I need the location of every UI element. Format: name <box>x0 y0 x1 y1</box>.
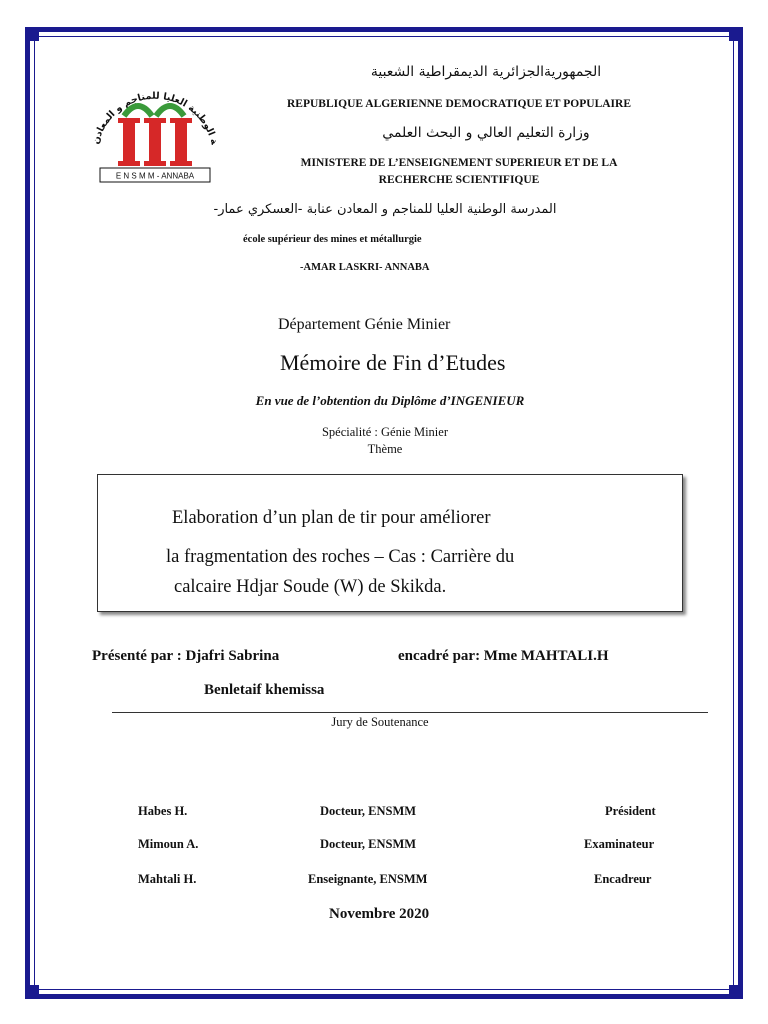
school-name: -AMAR LASKRI- ANNABA <box>300 262 430 273</box>
jury-name-1: Habes H. <box>138 804 188 818</box>
presented-by: Présenté par : Djafri Sabrina <box>92 648 280 664</box>
logo-caption: E N S M M - ANNABA <box>115 171 195 181</box>
arabic-republic: الجمهوريةالجزائرية الديمقراطية الشعبية <box>370 64 602 80</box>
theme-line1: Elaboration d’un plan de tir pour améliorer <box>172 508 491 528</box>
corner-bottom-right <box>729 985 743 999</box>
logo-arch-left <box>124 106 152 116</box>
corner-top-left <box>25 27 39 41</box>
jury-role-1: Président <box>605 804 656 818</box>
ensmm-logo-icon <box>80 58 230 188</box>
arabic-ministry: وزارة التعليم العالي و البحث العلمي <box>382 125 590 141</box>
diploma-text: En vue de l’obtention du Diplôme d’INGENIEUR <box>255 393 525 408</box>
theme-line3: calcaire Hdjar Soude (W) de Skikda. <box>174 577 447 597</box>
logo-arc-text: ة الوطنية العليا للمناجم و المعادن <box>90 90 220 146</box>
theme-label: Thème <box>367 442 403 456</box>
jury-role-3: Encadreur <box>594 872 652 886</box>
memoire-title: Mémoire de Fin d’Etudes <box>280 350 506 375</box>
jury-role-2: Examinateur <box>584 837 655 851</box>
corner-bottom-left <box>25 985 39 999</box>
logo-columns <box>118 118 192 166</box>
ministry-line2: RECHERCHE SCIENTIFIQUE <box>378 174 540 186</box>
corner-top-right <box>729 27 743 41</box>
republic-text: REPUBLIQUE ALGERIENNE DEMOCRATIQUE ET POPULAIRE <box>287 98 631 110</box>
jury-title-2: Docteur, ENSMM <box>320 837 417 851</box>
second-student: Benletaif khemissa <box>204 682 325 698</box>
specialite: Spécialité : Génie Minier <box>321 425 448 439</box>
date: Novembre 2020 <box>329 906 430 922</box>
jury-title-3: Enseignante, ENSMM <box>308 872 428 886</box>
ministry-line1: MINISTERE DE L’ENSEIGNEMENT SUPERIEUR ET DE LA <box>300 157 618 169</box>
logo-arch-right <box>156 106 184 116</box>
department: Département Génie Minier <box>278 316 451 333</box>
jury-title: Jury de Soutenance <box>331 715 429 729</box>
school-logo <box>80 58 230 188</box>
jury-title-1: Docteur, ENSMM <box>320 804 417 818</box>
arabic-school: المدرسة الوطنية العليا للمناجم و المعادن عنابة -العسكري عمار- <box>213 202 557 217</box>
school-text: école supérieur des mines et métallurgie <box>243 234 422 245</box>
supervised-by: encadré par: Mme MAHTALI.H <box>398 648 609 664</box>
divider-line <box>112 712 708 713</box>
jury-name-2: Mimoun A. <box>138 837 199 851</box>
jury-name-3: Mahtali H. <box>138 872 197 886</box>
theme-line2: la fragmentation des roches – Cas : Carrière du <box>166 547 515 567</box>
